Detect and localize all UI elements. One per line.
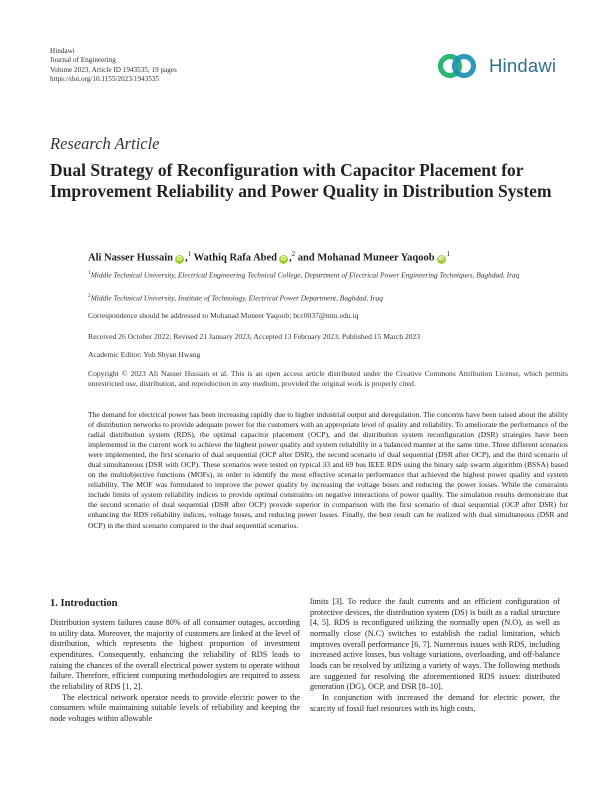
paragraph: In conjunction with increased the demand for electric power, the scarcity of fossil fuel resources with its high costs, <box>310 692 560 713</box>
author-affiliation-marker: 1 <box>187 250 192 258</box>
section-heading: 1. Introduction <box>50 598 118 609</box>
hindawi-logo-text: Hindawi <box>489 55 557 76</box>
paragraph: limits [3]. To reduce the fault currents and an efficient configuration of protective devices, the distribution system (DS) is built as a radial structure [4, 5]. RDS is reconfigured utilizing the normally open (N.O), as well as normally close (N.C) switches to establish the radial limitation, which improves overall performance [6, 7]. Numerous issues with RDS, including increased active losses, bus voltage variations, overloading, and off-balance loads can be resolved by utilizing a variety of ways. The following methods are suggested for resolving the aforementioned RDS issues: distributed generation (DG), OCP, and DSR [8–10]. <box>310 597 560 692</box>
intro-column-right <box>310 597 560 714</box>
affiliation-2 <box>88 292 566 303</box>
author-separator: and <box>295 252 318 264</box>
article-title: Dual Strategy of Reconfiguration with Capacitor Placement for Improvement Reliability and Power Quality in Distribution System <box>50 160 552 201</box>
publisher-name: Hindawi <box>50 47 75 55</box>
author-affiliation-marker: 1 <box>446 250 451 258</box>
affiliation-text: Middle Technical University, Institute of Technology, Electrical Power Department, Baghdad, Iraq <box>90 293 383 303</box>
paragraph: Distribution system failures cause 80% of all consumer outages, according to utility data. Moreover, the majority of customers are linked at the level of distribution, which represents the highest proportion of investment expenditures. Consequently, enhancing the reliability of RDS leads to raising the chances of the overall electrical power system to operate without failure. Therefore, efficient computing methodologies are required to assess the reliability of RDS [1, 2]. <box>50 618 300 691</box>
publication-dates: Received 26 October 2022; Revised 21 January 2023; Accepted 13 February 2023; Published 15 March 2023 <box>88 332 421 341</box>
journal-name: Journal of Engineering <box>50 56 116 65</box>
author-name[interactable]: Mohanad Muneer Yaqoob <box>317 252 435 264</box>
intro-column-left <box>50 597 300 725</box>
author-name[interactable]: Wathiq Rafa Abed <box>193 252 277 264</box>
paragraph: The electrical network operator needs to provide electric power to the consumers while maintaining suitable levels of reliability and keeping the node voltages within allowable <box>50 692 300 723</box>
author-list <box>88 250 450 264</box>
author-separator: , <box>289 252 292 264</box>
article-type: Research Article <box>50 134 160 153</box>
author-affiliation-marker: 2 <box>291 250 296 258</box>
abstract: The demand for electrical power has been increasing rapidly due to higher industrial output and deregulation. The concerns have been raised about the ability of distribution networks to provide adequate power for the customers with an appropriate level of quality and reliability. To ameliorate the performance of the radial distribution system (RDS), the optimal capacitor placement (OCP), and the distribution system reconfiguration (DSR) strategies have been implemented in the current work to achieve the highest power quality and system reliability in a balanced manner at the same time. Three different scenarios were implemented, the first scenario of dual sequential (OCP after DSR), the second scenario of dual sequential (DSR after OCP), and the third scenario of dual simultaneous (DSR with OCP). These scenarios were tested on typical 33 and 69 bus IEEE RDS using the binary salp swarm algorithm (BSSA) based on the multiobjective functions (MOFs), in order to identify the most effective scenario performance that achieved the highest power quality and system reliability. The MOF was formulated to improve the power quality by increasing the voltage buses and reducing the power losses. While the constraints include limits of system reliability indices to provide optimal constraints on negative interactions of power quality. The simulation results demonstrate that the second scenario of dual sequential (DSR after OCP) provide superior in comparison with the first scenario of dual sequential (OCP after DSR) for enhancing the RDS reliability indices, voltage buses, and reducing power losses. Finally, the best result can be realized with dual simultaneous (DSR and OCP) in the third scenario compared to the dual sequential scenarios. <box>88 410 568 530</box>
correspondence: Correspondence should be addressed to Mohanad Muneer Yaqoob; bcc0037@mtu.edu.iq <box>88 311 359 320</box>
author-separator: , <box>185 252 188 264</box>
academic-editor: Academic Editor: Yuh Shyan Hwang <box>88 350 201 359</box>
affiliation-number: 2 <box>88 293 91 299</box>
affiliation-number: 1 <box>88 270 91 276</box>
copyright-notice: Copyright © 2023 Ali Nasser Hussain et al. This is an open access article distributed under the Creative Commons Attribution License, which permits unrestricted use, distribution, and reproduction in any medium, provided the original work is properly cited. <box>88 369 568 388</box>
author-name[interactable]: Ali Nasser Hussain <box>88 252 173 264</box>
orcid-icon[interactable]: iD <box>280 255 287 262</box>
volume-line: Volume 2023, Article ID 1943535, 19 pages <box>50 65 177 74</box>
doi-link[interactable]: https://doi.org/10.1155/2023/1943535 <box>50 74 160 83</box>
journal-meta <box>50 47 177 84</box>
orcid-icon[interactable]: iD <box>176 255 183 262</box>
affiliation-1 <box>88 269 566 280</box>
orcid-icon[interactable]: iD <box>438 255 444 262</box>
affiliation-text: Middle Technical University, Electrical Engineering Technical College, Department of Electrical Power Engineering Techniques, Baghdad, Iraq <box>90 270 520 280</box>
